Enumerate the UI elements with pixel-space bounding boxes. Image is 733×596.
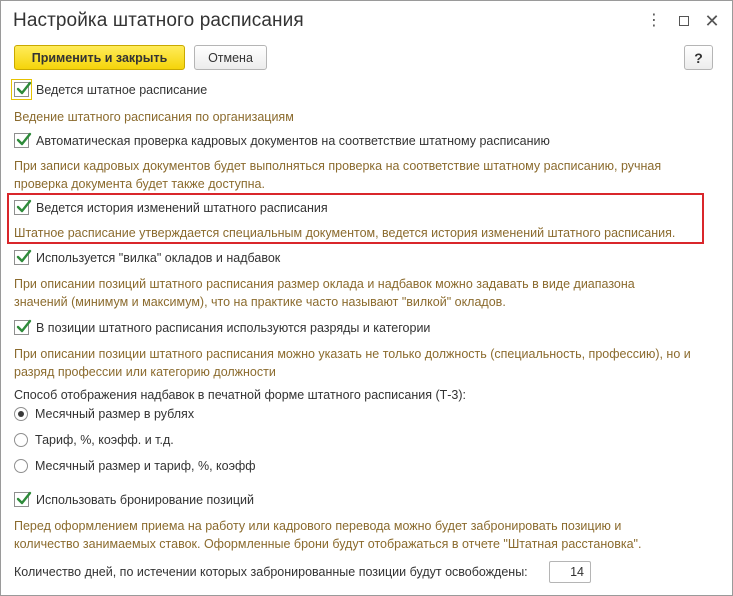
radio-selected-dot bbox=[18, 411, 24, 417]
booking-label: Использовать бронирование позиций bbox=[36, 492, 254, 507]
radio-tariff[interactable] bbox=[14, 433, 28, 447]
history-hint: Штатное расписание утверждается специальным документом, ведется история изменений штатного расписания. bbox=[14, 226, 676, 240]
fork-option bbox=[14, 250, 280, 265]
fork-label: Используется "вилка" окладов и надбавок bbox=[36, 250, 281, 265]
check-icon bbox=[15, 80, 33, 98]
auto-check-hint-line2: проверка документа будет также доступна. bbox=[14, 177, 265, 191]
history-checkbox[interactable] bbox=[14, 200, 29, 215]
window-title: Настройка штатного расписания bbox=[13, 10, 304, 31]
display-mode-option-monthly-and-tariff bbox=[14, 459, 256, 473]
booking-hint-line1: Перед оформлением приема на работу или кадрового перевода можно будет забронировать позицию и bbox=[14, 519, 622, 533]
grades-checkbox[interactable] bbox=[14, 320, 29, 335]
staffing-label: Ведется штатное расписание bbox=[36, 82, 208, 97]
radio-monthly[interactable] bbox=[14, 407, 28, 421]
grades-option bbox=[14, 320, 430, 335]
display-mode-label: Способ отображения надбавок в печатной форме штатного расписания (Т-3): bbox=[14, 388, 467, 402]
grades-hint-line1: При описании позиции штатного расписания можно указать не только должность (специальность, профессию), но и bbox=[14, 347, 691, 361]
fork-hint-line2: значений (минимум и максимум), что на практике часто называют "вилкой" окладов. bbox=[14, 295, 506, 309]
check-icon bbox=[15, 248, 33, 266]
auto-check-option bbox=[14, 133, 550, 148]
maximize-icon bbox=[679, 16, 689, 26]
title-bar bbox=[1, 1, 732, 41]
apply-and-close-button[interactable]: Применить и закрыть bbox=[14, 45, 185, 70]
radio-tariff-label: Тариф, %, коэфф. и т.д. bbox=[35, 433, 174, 447]
grades-hint-line2: разряд профессии или категорию должности bbox=[14, 365, 276, 379]
staffing-checkbox[interactable] bbox=[14, 82, 29, 97]
radio-monthly-and-tariff-label: Месячный размер и тариф, %, коэфф bbox=[35, 459, 256, 473]
check-icon bbox=[15, 131, 33, 149]
display-mode-option-tariff bbox=[14, 433, 174, 447]
check-icon bbox=[15, 318, 33, 336]
booking-days-input[interactable]: 14 bbox=[549, 561, 591, 583]
display-mode-option-monthly bbox=[14, 407, 194, 421]
radio-monthly-and-tariff[interactable] bbox=[14, 459, 28, 473]
cancel-button[interactable]: Отмена bbox=[194, 45, 267, 70]
staffing-hint: Ведение штатного расписания по организациям bbox=[14, 110, 294, 124]
radio-monthly-label: Месячный размер в рублях bbox=[35, 407, 195, 421]
fork-checkbox[interactable] bbox=[14, 250, 29, 265]
booking-checkbox[interactable] bbox=[14, 492, 29, 507]
staffing-option bbox=[14, 82, 207, 97]
history-option bbox=[14, 200, 328, 215]
auto-check-hint-line1: При записи кадровых документов будет выполняться проверка на соответствие штатному расписанию, ручная bbox=[14, 159, 662, 173]
auto-check-checkbox[interactable] bbox=[14, 133, 29, 148]
check-icon bbox=[15, 490, 33, 508]
help-button[interactable]: ? bbox=[684, 45, 713, 70]
fork-hint-line1: При описании позиций штатного расписания размер оклада и надбавок можно задавать в виде диапазона bbox=[14, 277, 635, 291]
booking-days-label: Количество дней, по истечении которых забронированные позиции будут освобождены: bbox=[14, 565, 528, 579]
history-label: Ведется история изменений штатного расписания bbox=[36, 200, 328, 215]
booking-hint-line2: количество занимаемых ставок. Оформленные брони будут отображаться в отчете "Штатная расстановка". bbox=[14, 537, 642, 551]
booking-option bbox=[14, 492, 254, 507]
check-icon bbox=[15, 198, 33, 216]
maximize-button[interactable] bbox=[674, 11, 694, 31]
auto-check-label: Автоматическая проверка кадровых документов на соответствие штатному расписанию bbox=[36, 133, 550, 148]
close-button[interactable]: ✕ bbox=[704, 10, 720, 31]
grades-label: В позиции штатного расписания используются разряды и категории bbox=[36, 320, 431, 335]
more-options-icon[interactable]: ⋮ bbox=[646, 12, 662, 29]
